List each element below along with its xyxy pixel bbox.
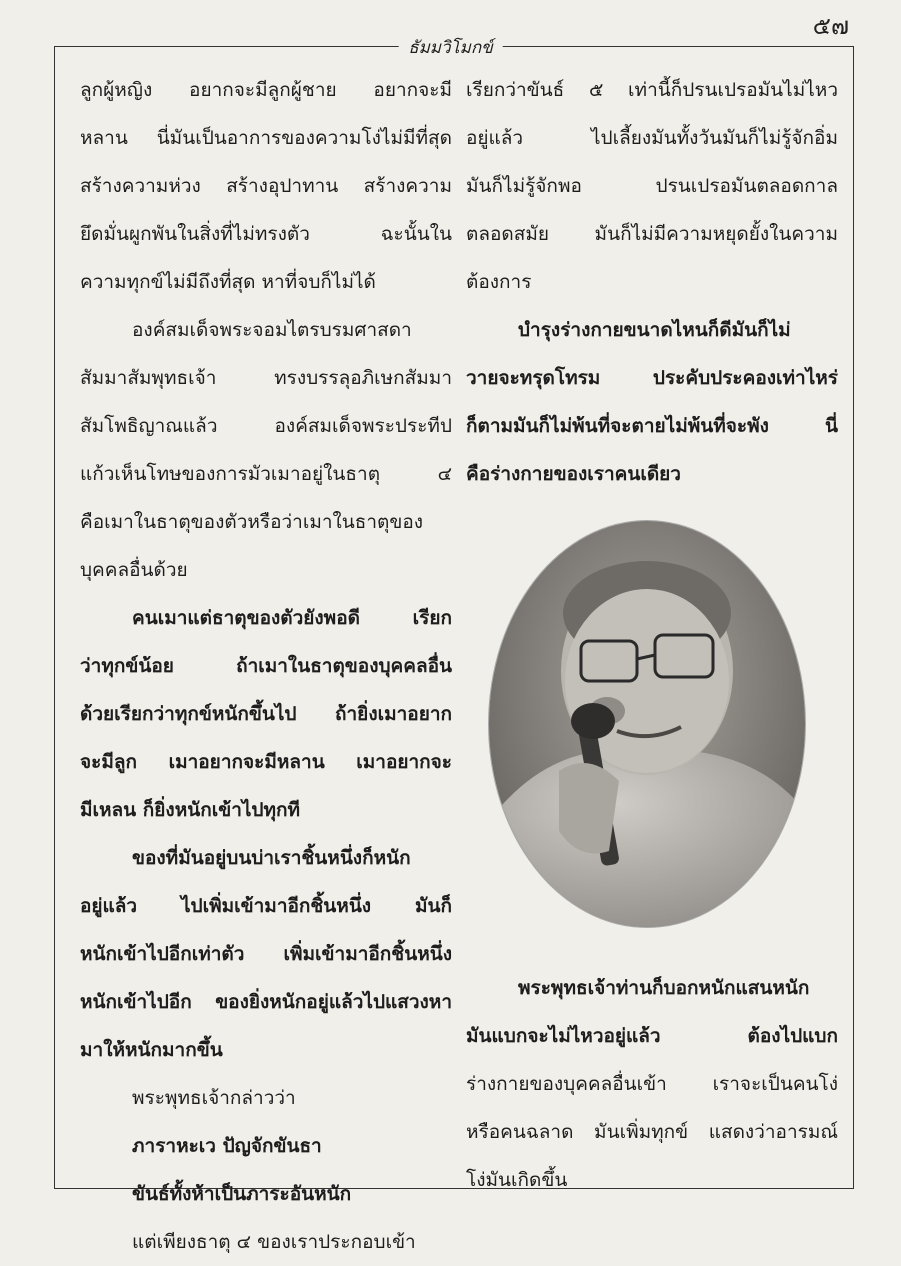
text-line: สัมโพธิญาณแล้ว องค์สมเด็จพระประทีป <box>80 415 452 437</box>
text-line: พระพุทธเจ้ากล่าวว่า <box>132 1087 296 1109</box>
text-line: อยู่แล้ว ไปเพิ่มเข้ามาอีกชิ้นหนึ่ง มันก็ <box>80 895 452 917</box>
left-column <box>80 66 452 1266</box>
text-line: มันแบกจะไม่ไหวอยู่แล้ว ต้องไปแบก <box>466 1025 838 1047</box>
text-line: คือเมาในธาตุของตัวหรือว่าเมาในธาตุของ <box>80 511 424 533</box>
text-line: สัมมาสัมพุทธเจ้า ทรงบรรลุอภิเษกสัมมา <box>80 367 452 389</box>
text-line: ตลอดสมัย มันก็ไม่มีความหยุดยั้งในความ <box>466 223 838 245</box>
text-line: มีเหลน ก็ยิ่งหนักเข้าไปทุกที <box>80 799 301 821</box>
text-line: ร่างกายของบุคคลอื่นเข้า เราจะเป็นคนโง่ <box>466 1073 838 1095</box>
pali-translation: ขันธ์ทั้งห้าเป็นภาระอันหนัก <box>132 1183 352 1205</box>
pali-verse: ภาราหะเว ปัญจักขันธา <box>132 1135 322 1157</box>
text-line: ยึดมั่นผูกพันในสิ่งที่ไม่ทรงตัว ฉะนั้นใน <box>80 223 452 245</box>
text-line: บำรุงร่างกายขนาดไหนก็ดีมันก็ไม่ <box>518 319 791 341</box>
text-line: วายจะทรุดโทรม ประคับประคองเท่าไหร่ <box>466 367 838 389</box>
text-line: ของที่มันอยู่บนบ่าเราชิ้นหนึ่งก็หนัก <box>132 847 411 869</box>
text-line: มาให้หนักมากขึ้น <box>80 1039 223 1061</box>
text-line: บุคคลอื่นด้วย <box>80 559 188 581</box>
text-line: องค์สมเด็จพระจอมไตรบรมศาสดา <box>132 319 412 341</box>
text-line: อยู่แล้ว ไปเลี้ยงมันทั้งวันมันก็ไม่รู้จักอิ่ม <box>466 127 838 149</box>
text-line: ด้วยเรียกว่าทุกข์หนักขึ้นไป ถ้ายิ่งเมาอยาก <box>80 703 452 725</box>
text-line: หนักเข้าไปอีกเท่าตัว เพิ่มเข้ามาอีกชิ้นหนึ่ง <box>80 943 452 965</box>
text-line: โง่มันเกิดขึ้น <box>466 1169 568 1191</box>
text-line: ความทุกข์ไม่มีถึงที่สุด หาที่จบก็ไม่ได้ <box>80 271 376 293</box>
text-line: หลาน นี่มันเป็นอาการของความโง่ไม่มีที่สุด <box>80 127 452 149</box>
text-line: แต่เพียงธาตุ ๔ ของเราประกอบเข้า <box>132 1231 416 1253</box>
text-line: คนเมาแต่ธาตุของตัวยังพอดี เรียก <box>132 607 452 629</box>
monk-portrait-photo <box>488 520 806 928</box>
text-line: ว่าทุกข์น้อย ถ้าเมาในธาตุของบุคคลอื่น <box>80 655 452 677</box>
header-title: ธัมมวิโมกข์ <box>398 34 503 61</box>
right-column <box>466 66 838 1204</box>
text-line: คือร่างกายของเราคนเดียว <box>466 463 681 485</box>
text-line: หนักเข้าไปอีก ของยิ่งหนักอยู่แล้วไปแสวงหา <box>80 991 452 1013</box>
text-line: หรือคนฉลาด มันเพิ่มทุกข์ แสดงว่าอารมณ์ <box>466 1121 838 1143</box>
text-line: จะมีลูก เมาอยากจะมีหลาน เมาอยากจะ <box>80 751 452 773</box>
text-line: สร้างความห่วง สร้างอุปาทาน สร้างความ <box>80 175 452 197</box>
page-number: ๕๗ <box>812 12 849 40</box>
text-line: ลูกผู้หญิง อยากจะมีลูกผู้ชาย อยากจะมี <box>80 79 452 101</box>
text-line: ต้องการ <box>466 271 532 293</box>
text-line: ก็ตามมันก็ไม่พ้นที่จะตายไม่พ้นที่จะพัง นี่ <box>466 415 838 437</box>
text-line: พระพุทธเจ้าท่านก็บอกหนักแสนหนัก <box>518 977 810 999</box>
text-line: เรียกว่าขันธ์ ๕ เท่านี้ก็ปรนเปรอมันไม่ไหว <box>466 79 838 101</box>
text-line: แก้วเห็นโทษของการมัวเมาอยู่ในธาตุ ๔ <box>80 463 452 485</box>
text-line: มันก็ไม่รู้จักพอ ปรนเปรอมันตลอดกาล <box>466 175 838 197</box>
